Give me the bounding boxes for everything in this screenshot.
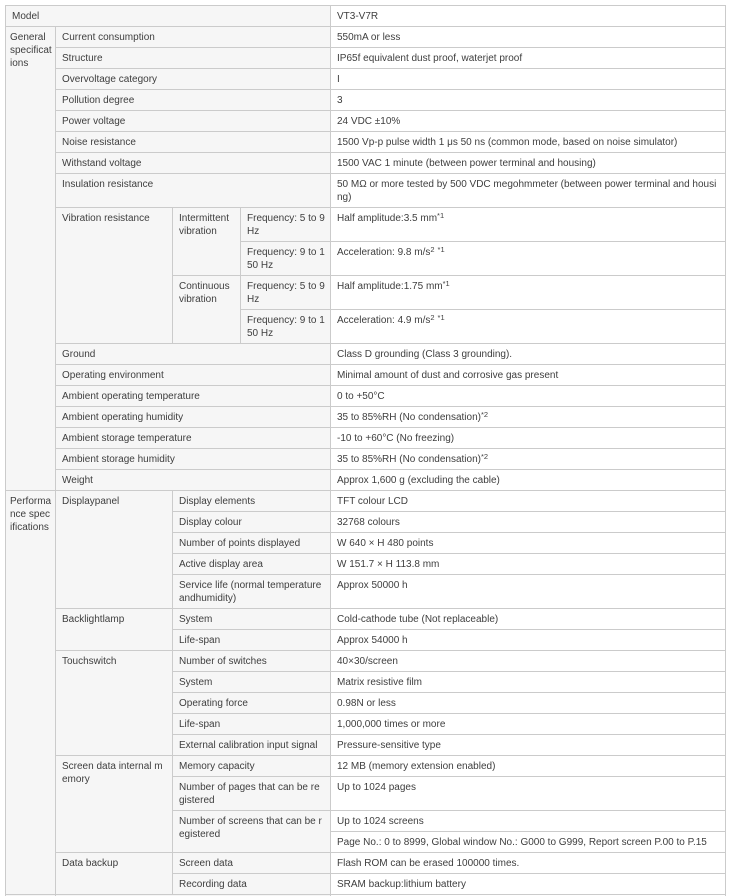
spec-label: Display elements: [173, 491, 331, 512]
spec-value: 32768 colours: [331, 512, 726, 533]
table-row: [6, 449, 726, 470]
spec-value: Pressure-sensitive type: [331, 735, 726, 756]
spec-value: Approx 54000 h: [331, 630, 726, 651]
group-label: Intermittent vibration: [173, 208, 241, 276]
group-label: Data backup: [56, 853, 173, 895]
value-text: 35 to 85%RH (No condensation): [337, 454, 481, 465]
spec-label: Memory capacity: [173, 756, 331, 777]
table-row: [6, 756, 726, 777]
spec-label: Pollution degree: [56, 90, 331, 111]
spec-table: [5, 5, 726, 896]
superscript-note: 2: [430, 244, 435, 254]
group-label: Continuous vibration: [173, 276, 241, 344]
spec-value: [331, 407, 726, 428]
spec-value: Minimal amount of dust and corrosive gas present: [331, 365, 726, 386]
spec-label: Structure: [56, 48, 331, 69]
spec-value: TFT colour LCD: [331, 491, 726, 512]
spec-value: 40×30/screen: [331, 651, 726, 672]
spec-label: Life-span: [173, 714, 331, 735]
freq-label: Frequency: 5 to 9 Hz: [241, 208, 331, 242]
freq-label: Frequency: 5 to 9 Hz: [241, 276, 331, 310]
table-row: [6, 365, 726, 386]
spec-label: Ground: [56, 344, 331, 365]
spec-value: 550mA or less: [331, 27, 726, 48]
spec-value: Matrix resistive film: [331, 672, 726, 693]
superscript-note: *2: [480, 409, 489, 419]
table-row: [6, 407, 726, 428]
spec-value: Up to 1024 screens: [331, 811, 726, 832]
group-label: Displaypanel: [56, 491, 173, 609]
table-row: [6, 386, 726, 407]
spec-label: Power voltage: [56, 111, 331, 132]
spec-label: Overvoltage category: [56, 69, 331, 90]
spec-value: I: [331, 69, 726, 90]
table-row: [6, 651, 726, 672]
value-text: Acceleration: 4.9 m/s: [337, 315, 431, 326]
spec-value: IP65f equivalent dust proof, waterjet proof: [331, 48, 726, 69]
value-text: Acceleration: 9.8 m/s: [337, 247, 431, 258]
superscript-note: *1: [437, 244, 445, 254]
spec-value: Flash ROM can be erased 100000 times.: [331, 853, 726, 874]
table-row: [6, 609, 726, 630]
model-label: Model: [6, 6, 331, 27]
spec-label: Service life (normal temperature andhumidity): [173, 575, 331, 609]
superscript-note: *1: [442, 278, 450, 288]
spec-value: [331, 310, 726, 344]
table-row: [6, 853, 726, 874]
group-label: Touchswitch: [56, 651, 173, 756]
spec-value: 12 MB (memory extension enabled): [331, 756, 726, 777]
spec-value: [331, 242, 726, 276]
spec-label: Number of pages that can be registered: [173, 777, 331, 811]
spec-label: External calibration input signal: [173, 735, 331, 756]
spec-value: Approx 1,600 g (excluding the cable): [331, 470, 726, 491]
table-row: [6, 153, 726, 174]
spec-label: Operating force: [173, 693, 331, 714]
spec-label: Vibration resistance: [56, 208, 173, 344]
table-row: [6, 491, 726, 512]
table-row: [6, 111, 726, 132]
table-row: [6, 344, 726, 365]
spec-value: [331, 208, 726, 242]
value-text: Half amplitude:3.5 mm: [337, 213, 438, 224]
spec-label: Ambient storage humidity: [56, 449, 331, 470]
value-text: Half amplitude:1.75 mm: [337, 281, 443, 292]
spec-value: 24 VDC ±10%: [331, 111, 726, 132]
spec-value: Up to 1024 pages: [331, 777, 726, 811]
freq-label: Frequency: 9 to 150 Hz: [241, 242, 331, 276]
section-general: General specifications: [6, 27, 56, 491]
section-performance: Performance specifications: [6, 491, 56, 895]
table-row: [6, 48, 726, 69]
spec-value: -10 to +60°C (No freezing): [331, 428, 726, 449]
spec-label: Number of switches: [173, 651, 331, 672]
spec-label: Recording data: [173, 874, 331, 895]
model-value: VT3-V7R: [331, 6, 726, 27]
spec-value: 1500 Vp-p pulse width 1 μs 50 ns (common mode, based on noise simulator): [331, 132, 726, 153]
spec-value: [331, 276, 726, 310]
spec-label: Ambient operating temperature: [56, 386, 331, 407]
spec-value: Page No.: 0 to 8999, Global window No.: G000 to G999, Report screen P.00 to P.15: [331, 832, 726, 853]
table-row: [6, 6, 726, 27]
spec-label: Ambient storage temperature: [56, 428, 331, 449]
superscript-note: 2: [430, 312, 435, 322]
table-row: [6, 470, 726, 491]
spec-value: W 640 × H 480 points: [331, 533, 726, 554]
value-text: 35 to 85%RH (No condensation): [337, 412, 481, 423]
spec-value: Cold-cathode tube (Not replaceable): [331, 609, 726, 630]
spec-label: Current consumption: [56, 27, 331, 48]
table-row: [6, 27, 726, 48]
table-row: [6, 428, 726, 449]
table-row: [6, 132, 726, 153]
spec-label: Insulation resistance: [56, 174, 331, 208]
spec-value: 0 to +50°C: [331, 386, 726, 407]
spec-value: Approx 50000 h: [331, 575, 726, 609]
table-row: [6, 208, 726, 242]
spec-label: Operating environment: [56, 365, 331, 386]
spec-value: Class D grounding (Class 3 grounding).: [331, 344, 726, 365]
superscript-note: *1: [437, 210, 445, 220]
spec-label: Noise resistance: [56, 132, 331, 153]
table-row: [6, 69, 726, 90]
superscript-note: *1: [437, 312, 445, 322]
spec-label: Screen data: [173, 853, 331, 874]
spec-label: Life-span: [173, 630, 331, 651]
spec-value: 50 MΩ or more tested by 500 VDC megohmmeter (between power terminal and housing): [331, 174, 726, 208]
group-label: Backlightlamp: [56, 609, 173, 651]
spec-label: Withstand voltage: [56, 153, 331, 174]
spec-label: Display colour: [173, 512, 331, 533]
spec-value: W 151.7 × H 113.8 mm: [331, 554, 726, 575]
table-row: [6, 174, 726, 208]
spec-value: SRAM backup:lithium battery: [331, 874, 726, 895]
spec-value: 1500 VAC 1 minute (between power terminal and housing): [331, 153, 726, 174]
spec-label: Weight: [56, 470, 331, 491]
superscript-note: *2: [480, 451, 489, 461]
spec-value: [331, 449, 726, 470]
freq-label: Frequency: 9 to 150 Hz: [241, 310, 331, 344]
table-row: [6, 90, 726, 111]
spec-label: Number of screens that can be registered: [173, 811, 331, 853]
spec-value: 1,000,000 times or more: [331, 714, 726, 735]
group-label: Screen data internal memory: [56, 756, 173, 853]
spec-value: 3: [331, 90, 726, 111]
spec-label: System: [173, 672, 331, 693]
spec-label: System: [173, 609, 331, 630]
spec-value: 0.98N or less: [331, 693, 726, 714]
spec-label: Number of points displayed: [173, 533, 331, 554]
spec-label: Ambient operating humidity: [56, 407, 331, 428]
spec-label: Active display area: [173, 554, 331, 575]
